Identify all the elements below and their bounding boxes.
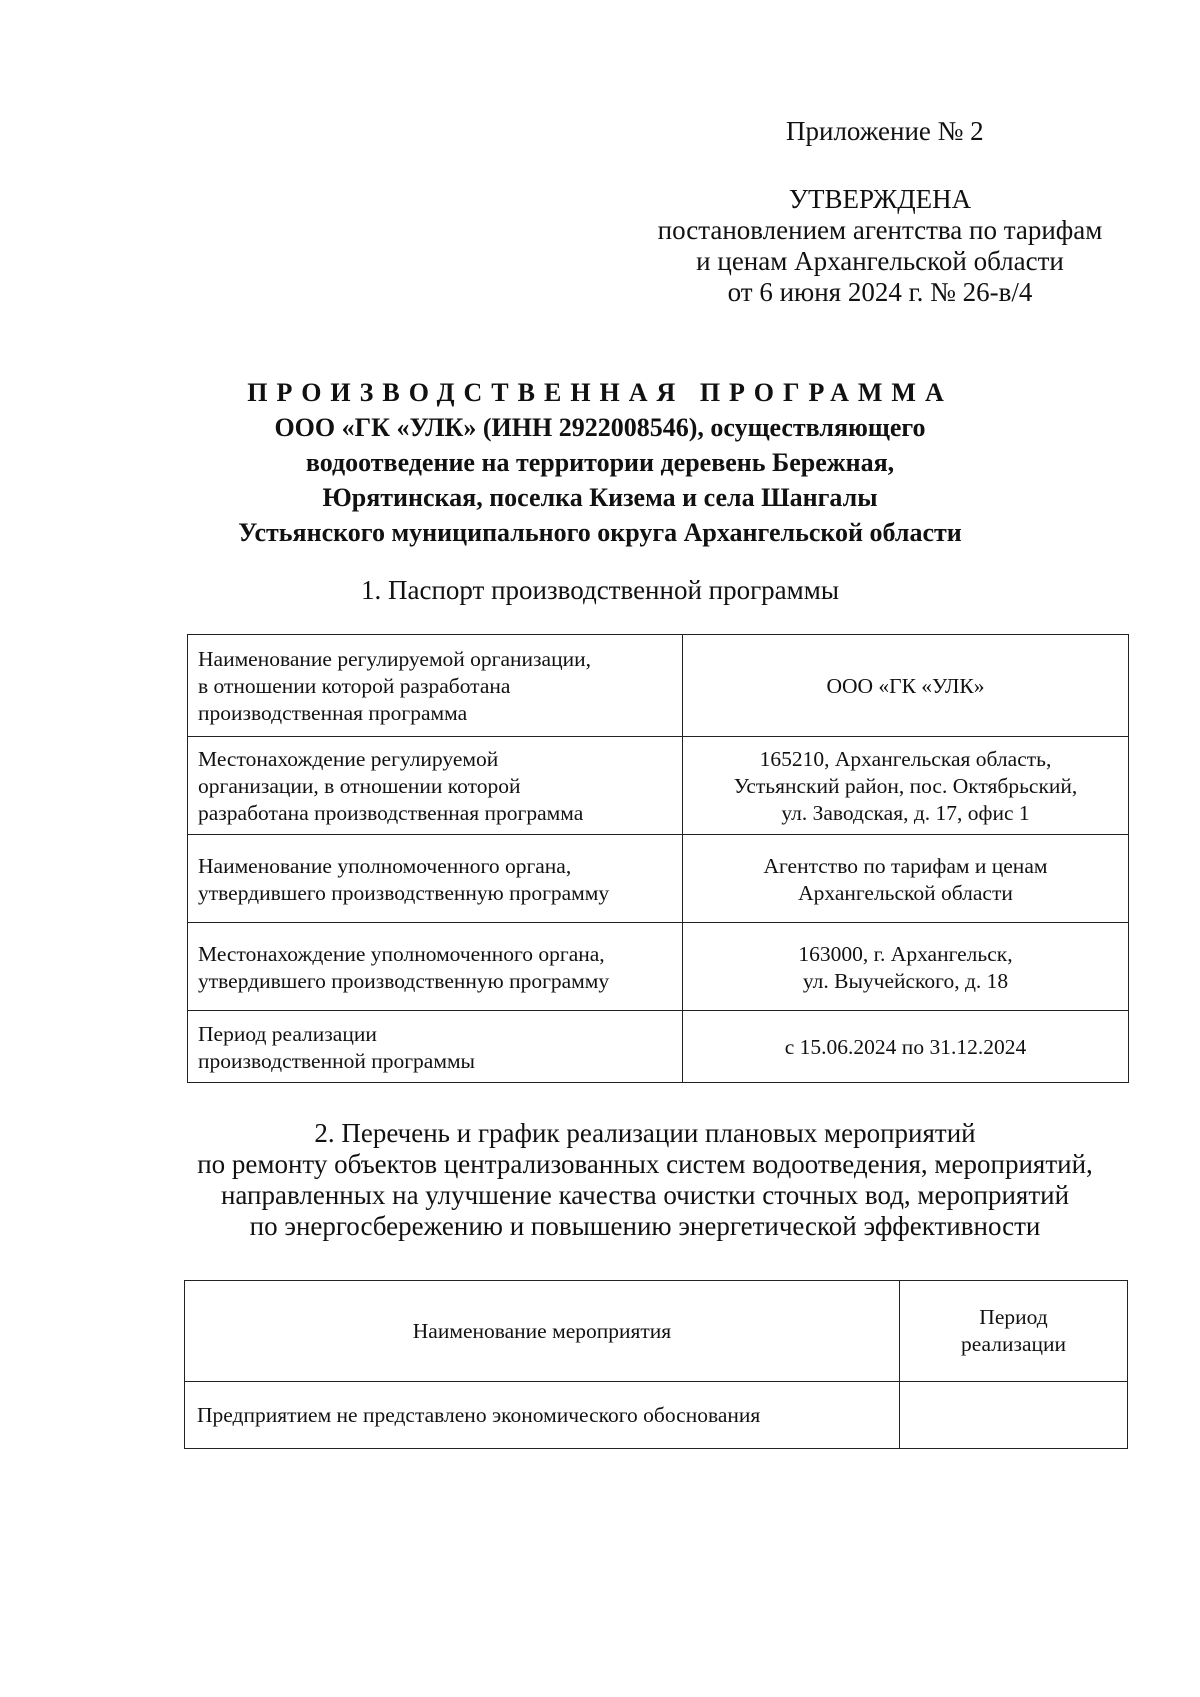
label-line: Наименование уполномоченного органа, [198,853,572,878]
label-line: Местонахождение уполномоченного органа, [198,941,605,966]
passport-label [188,635,683,737]
table-row [188,737,1129,835]
measure-period-cell [900,1382,1128,1449]
passport-value [682,635,1128,737]
title-main: ПРОИЗВОДСТВЕННАЯ ПРОГРАММА [247,378,953,407]
measure-name-cell: Предприятием не представлено экономического обоснования [185,1382,900,1449]
value-line: с 15.06.2024 по 31.12.2024 [784,1035,1027,1059]
label-line: производственная программа [198,701,468,725]
column-header-period [900,1281,1128,1382]
title-line: водоотведение на территории деревень Бережная, [305,448,895,477]
label-line: в отношении которой разработана [198,674,511,698]
value-line: ул. Выучейского, д. 18 [802,968,1009,993]
approval-title: УТВЕРЖДЕНА [788,184,972,214]
passport-label [188,737,683,835]
heading-line: направленных на улучшение качества очистки сточных вод, мероприятий [220,1180,1070,1210]
value-line: ул. Заводская, д. 17, офис 1 [781,801,1030,825]
section2-heading [100,1118,1190,1242]
passport-value [682,835,1128,923]
passport-value [682,923,1128,1011]
table-row [188,635,1129,737]
value-line: Устьянский район, пос. Октябрьский, [733,774,1078,798]
value-line: 165210, Архангельская область, [759,747,1052,771]
passport-label [188,1011,683,1083]
passport-value [682,737,1128,835]
approval-date: от 6 июня 2024 г. № 26-в/4 [727,277,1033,307]
value-line: Архангельской области [798,880,1013,905]
document-title [150,375,1050,550]
passport-table [187,634,1129,1083]
value-line: 163000, г. Архангельск, [798,941,1013,966]
header-line: Период [979,1305,1048,1329]
title-line: Устьянского муниципального округа Архангельской области [238,518,962,547]
table-header-row [185,1281,1128,1382]
approval-line: и ценам Архангельской области [696,246,1064,276]
label-line: Период реализации [198,1021,377,1046]
measures-table [184,1280,1128,1449]
table-row [188,923,1129,1011]
label-line: Местонахождение регулируемой [198,747,499,771]
label-line: организации, в отношении которой [198,774,521,798]
table-row [188,1011,1129,1083]
header-line: реализации [960,1332,1067,1356]
heading-line: по ремонту объектов централизованных систем водоотведения, мероприятий, [197,1149,1093,1179]
column-header-name: Наименование мероприятия [185,1281,900,1382]
heading-line: по энергосбережению и повышению энергетической эффективности [249,1211,1041,1241]
value-line: ООО «ГК «УЛК» [826,674,985,698]
passport-label [188,923,683,1011]
label-line: Наименование регулируемой организации, [198,647,591,671]
label-line: утвердившего производственную программу [198,968,610,993]
heading-line: 2. Перечень и график реализации плановых мероприятий [314,1118,976,1148]
title-line: Юрятинская, поселка Кизема и села Шангалы [322,483,878,512]
appendix-label: Приложение № 2 [786,116,984,146]
section1-heading: 1. Паспорт производственной программы [361,575,839,605]
label-line: разработана производственная программа [198,801,584,825]
title-line: ООО «ГК «УЛК» (ИНН 2922008546), осуществляющего [274,413,926,442]
table-row [185,1382,1128,1449]
label-line: производственной программы [198,1048,476,1073]
approval-stamp [600,184,1160,308]
approval-line: постановлением агентства по тарифам [657,215,1103,245]
table-row [188,835,1129,923]
label-line: утвердившего производственную программу [198,880,610,905]
value-line: Агентство по тарифам и ценам [763,853,1048,878]
passport-value [682,1011,1128,1083]
passport-label [188,835,683,923]
